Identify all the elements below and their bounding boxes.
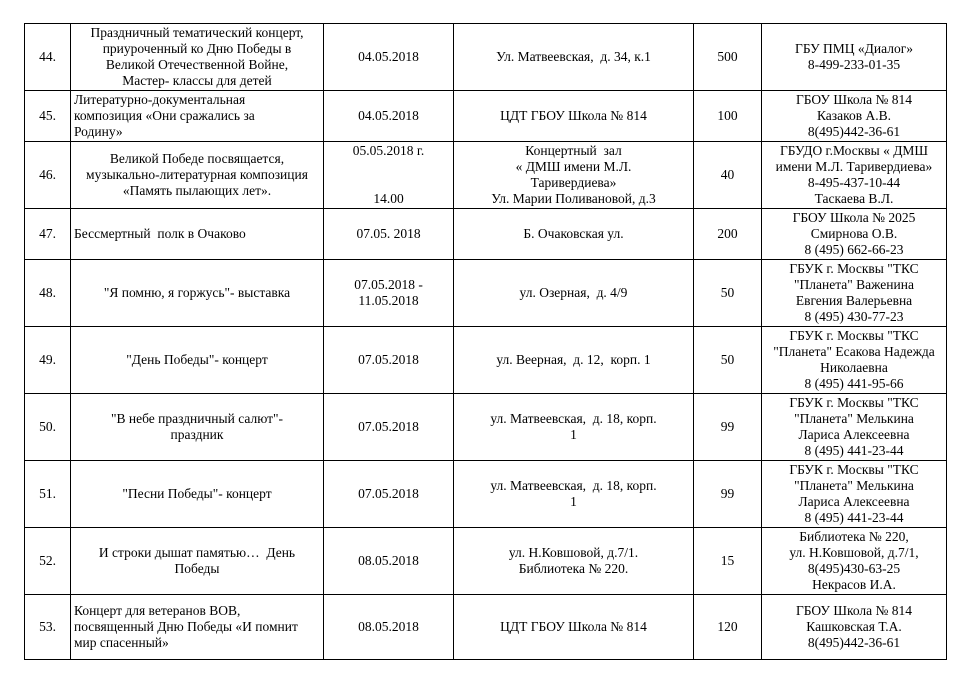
- date-time-wrap: [327, 143, 450, 207]
- cell-line: Великой Отечественной Войне,: [105, 57, 289, 72]
- cell-line: ул. Матвеевская, д. 18, корп.: [490, 478, 657, 493]
- cell-line: Евгения Валерьевна: [795, 293, 913, 308]
- cell-line: ГБУ ПМЦ «Диалог»: [795, 41, 913, 56]
- cell-line: Смирнова О.В.: [810, 226, 898, 241]
- event-place-cell: [454, 24, 694, 91]
- participants-count-cell: 200: [694, 209, 762, 260]
- cell-line: 8 (495) 441-23-44: [804, 510, 904, 525]
- cell-line: 11.05.2018: [358, 293, 419, 308]
- cell-line: Праздничный тематический концерт,: [90, 25, 304, 40]
- table-row: [25, 260, 947, 327]
- event-place-cell: [454, 91, 694, 142]
- event-date-cell: 07.05. 2018: [324, 209, 454, 260]
- cell-line: «Память пылающих лет».: [122, 183, 272, 198]
- row-number-cell: 53.: [25, 595, 71, 660]
- cell-line: Казаков А.В.: [816, 108, 892, 123]
- cell-line: ГБОУ Школа № 2025: [792, 210, 916, 225]
- table-row: [25, 327, 947, 394]
- cell-line: ул. Озерная, д. 4/9: [519, 285, 628, 300]
- event-date-cell: 04.05.2018: [324, 24, 454, 91]
- cell-line: Таривердиева»: [530, 175, 617, 190]
- cell-line: Бессмертный полк в Очаково: [74, 226, 246, 241]
- event-name-cell: [71, 461, 324, 528]
- row-number-cell: 45.: [25, 91, 71, 142]
- cell-line: 8 (495) 430-77-23: [804, 309, 904, 324]
- participants-count-cell: 40: [694, 142, 762, 209]
- cell-line: 1: [570, 427, 577, 442]
- cell-line: ул. Веерная, д. 12, корп. 1: [496, 352, 651, 367]
- organizer-cell: [762, 260, 947, 327]
- organizer-cell: [762, 528, 947, 595]
- row-number-cell: 44.: [25, 24, 71, 91]
- cell-line: Кашковская Т.А.: [806, 619, 902, 634]
- event-date-cell: [324, 260, 454, 327]
- cell-line: И строки дышат памятью… День: [98, 545, 296, 560]
- event-date-cell: [324, 142, 454, 209]
- cell-line: 8(495)442-36-61: [807, 124, 901, 139]
- event-date-cell: 08.05.2018: [324, 595, 454, 660]
- organizer-cell: [762, 461, 947, 528]
- participants-count-cell: 100: [694, 91, 762, 142]
- cell-line: ГБУК г. Москвы "ТКС: [789, 395, 919, 410]
- event-place-cell: [454, 394, 694, 461]
- cell-line: "В небе праздничный салют"-: [110, 411, 284, 426]
- cell-line: ЦДТ ГБОУ Школа № 814: [500, 619, 647, 634]
- participants-count-cell: 15: [694, 528, 762, 595]
- cell-line: приуроченный ко Дню Победы в: [102, 41, 292, 56]
- organizer-cell: [762, 91, 947, 142]
- table-row: [25, 142, 947, 209]
- cell-line: Мастер- классы для детей: [122, 73, 272, 88]
- row-number-cell: 50.: [25, 394, 71, 461]
- cell-line: "День Победы"- концерт: [126, 352, 268, 367]
- cell-line: ГБОУ Школа № 814: [795, 92, 913, 107]
- table-row: [25, 24, 947, 91]
- event-name-cell: [71, 142, 324, 209]
- participants-count-cell: 99: [694, 394, 762, 461]
- cell-line: 1: [570, 494, 577, 509]
- organizer-cell: [762, 327, 947, 394]
- cell-line: "Планета" Есакова Надежда: [773, 344, 935, 359]
- cell-line: Концертный зал: [525, 143, 622, 158]
- organizer-cell: [762, 142, 947, 209]
- cell-line: имени М.Л. Таривердиева»: [775, 159, 933, 174]
- table-row: [25, 394, 947, 461]
- cell-line: 8 (495) 662-66-23: [804, 242, 904, 257]
- cell-line: "Планета" Мелькина: [794, 411, 914, 426]
- event-time: 14.00: [373, 191, 404, 206]
- event-place-cell: [454, 461, 694, 528]
- event-date-cell: 04.05.2018: [324, 91, 454, 142]
- event-name-cell: [71, 394, 324, 461]
- participants-count-cell: 99: [694, 461, 762, 528]
- cell-line: ГБУК г. Москвы "ТКС: [789, 462, 919, 477]
- organizer-cell: [762, 209, 947, 260]
- cell-line: Б. Очаковская ул.: [523, 226, 624, 241]
- cell-line: праздник: [170, 427, 224, 442]
- row-number-cell: 47.: [25, 209, 71, 260]
- row-number-cell: 51.: [25, 461, 71, 528]
- events-table-container: [24, 23, 947, 660]
- event-place-cell: [454, 528, 694, 595]
- cell-line: 8 (495) 441-23-44: [804, 443, 904, 458]
- row-number-cell: 49.: [25, 327, 71, 394]
- event-date-cell: 07.05.2018: [324, 394, 454, 461]
- cell-line: 8(495)430-63-25: [807, 561, 901, 576]
- cell-line: Библиотека № 220.: [518, 561, 629, 576]
- cell-line: « ДМШ имени М.Л.: [515, 159, 632, 174]
- cell-line: ул. Матвеевская, д. 18, корп.: [490, 411, 657, 426]
- cell-line: ул. Н.Ковшовой, д.7/1.: [508, 545, 639, 560]
- event-place-cell: [454, 209, 694, 260]
- cell-line: ул. Н.Ковшовой, д.7/1,: [789, 545, 919, 560]
- event-name-cell: [71, 91, 324, 142]
- row-number-cell: 52.: [25, 528, 71, 595]
- cell-line: Лариса Алексеевна: [798, 494, 910, 509]
- cell-line: "Песни Победы"- концерт: [122, 486, 272, 501]
- cell-line: Николаевна: [820, 360, 888, 375]
- cell-line: 8-499-233-01-35: [807, 57, 901, 72]
- event-name-cell: [71, 209, 324, 260]
- cell-line: композиция «Они сражались за: [74, 108, 255, 123]
- organizer-cell: [762, 24, 947, 91]
- cell-line: ГБУК г. Москвы "ТКС: [789, 328, 919, 343]
- cell-line: 8-495-437-10-44: [807, 175, 901, 190]
- event-place-cell: [454, 595, 694, 660]
- event-place-cell: [454, 260, 694, 327]
- cell-line: Победы: [174, 561, 220, 576]
- event-date-cell: 07.05.2018: [324, 327, 454, 394]
- events-table: [24, 23, 947, 660]
- cell-line: "Планета" Мелькина: [794, 478, 914, 493]
- participants-count-cell: 500: [694, 24, 762, 91]
- event-date-cell: 08.05.2018: [324, 528, 454, 595]
- cell-line: Великой Победе посвящается,: [109, 151, 285, 166]
- event-date: 05.05.2018 г.: [352, 143, 425, 158]
- cell-line: Библиотека № 220,: [799, 529, 909, 544]
- participants-count-cell: 50: [694, 260, 762, 327]
- cell-line: ЦДТ ГБОУ Школа № 814: [500, 108, 647, 123]
- cell-line: "Планета" Важенина: [794, 277, 914, 292]
- row-number-cell: 48.: [25, 260, 71, 327]
- table-row: [25, 528, 947, 595]
- event-place-cell: [454, 327, 694, 394]
- cell-line: Ул. Матвеевская, д. 34, к.1: [496, 49, 651, 64]
- cell-line: Таскаева В.Л.: [814, 191, 894, 206]
- cell-line: 07.05.2018 -: [354, 277, 423, 292]
- event-date-cell: 07.05.2018: [324, 461, 454, 528]
- table-row: [25, 595, 947, 660]
- event-name-cell: [71, 260, 324, 327]
- row-number-cell: 46.: [25, 142, 71, 209]
- organizer-cell: [762, 595, 947, 660]
- cell-line: ГБУДО г.Москвы « ДМШ: [779, 143, 929, 158]
- event-name-cell: [71, 595, 324, 660]
- cell-line: Концерт для ветеранов ВОВ,: [74, 603, 241, 618]
- event-name-cell: [71, 327, 324, 394]
- cell-line: "Я помню, я горжусь"- выставка: [103, 285, 291, 300]
- cell-line: Ул. Марии Поливановой, д.3: [491, 191, 656, 206]
- cell-line: мир спасенный»: [74, 635, 169, 650]
- events-table-body: [25, 24, 947, 660]
- event-name-cell: [71, 24, 324, 91]
- participants-count-cell: 120: [694, 595, 762, 660]
- cell-line: музыкально-литературная композиция: [86, 167, 308, 182]
- cell-line: 8(495)442-36-61: [807, 635, 901, 650]
- participants-count-cell: 50: [694, 327, 762, 394]
- cell-line: Литературно-документальная: [74, 92, 246, 107]
- cell-line: посвященный Дню Победы «И помнит: [74, 619, 298, 634]
- cell-line: Лариса Алексеевна: [798, 427, 910, 442]
- cell-line: ГБУК г. Москвы "ТКС: [789, 261, 919, 276]
- cell-line: 8 (495) 441-95-66: [804, 376, 904, 391]
- cell-line: Некрасов И.А.: [812, 577, 896, 592]
- cell-line: Родину»: [74, 124, 123, 139]
- table-row: [25, 91, 947, 142]
- table-row: [25, 209, 947, 260]
- event-name-cell: [71, 528, 324, 595]
- table-row: [25, 461, 947, 528]
- event-place-cell: [454, 142, 694, 209]
- organizer-cell: [762, 394, 947, 461]
- cell-line: ГБОУ Школа № 814: [795, 603, 913, 618]
